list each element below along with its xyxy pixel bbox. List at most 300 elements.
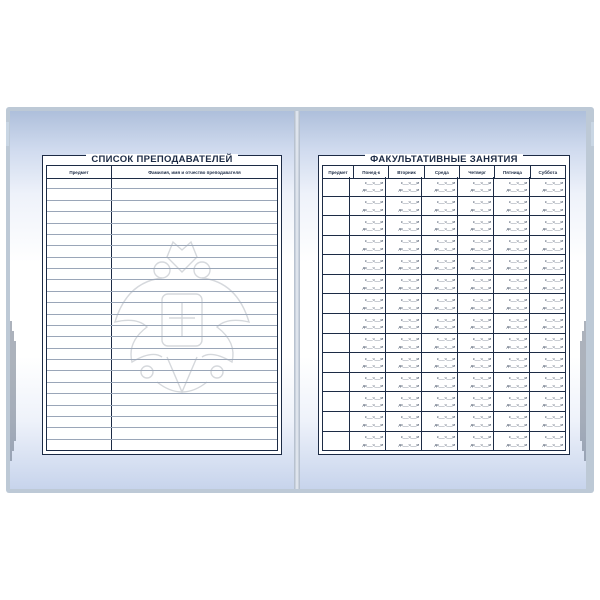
table-row-line <box>47 200 277 201</box>
time-to: до___ч___м <box>398 285 419 290</box>
table-row-line <box>47 336 277 337</box>
time-cell[interactable] <box>422 216 458 235</box>
time-from: с___ч___м <box>472 200 491 205</box>
time-cell[interactable] <box>494 373 530 392</box>
time-from: с___ч___м <box>400 337 419 342</box>
time-from: с___ч___м <box>364 297 383 302</box>
time-to: до___ч___м <box>362 246 383 251</box>
subject-cell[interactable] <box>323 373 350 392</box>
time-to: до___ч___м <box>542 422 563 427</box>
time-to: до___ч___м <box>542 207 563 212</box>
time-cell[interactable] <box>422 334 458 353</box>
time-cell[interactable] <box>386 412 422 431</box>
time-to: до___ч___м <box>434 364 455 369</box>
table-row <box>323 412 565 432</box>
time-to: до___ч___м <box>434 383 455 388</box>
subject-cell[interactable] <box>323 412 350 431</box>
time-cell[interactable] <box>422 314 458 333</box>
time-from: с___ч___м <box>544 258 563 263</box>
time-cell[interactable] <box>386 334 422 353</box>
time-from: с___ч___м <box>544 317 563 322</box>
time-from: с___ч___м <box>436 278 455 283</box>
time-cell[interactable] <box>530 412 565 431</box>
time-to: до___ч___м <box>470 188 491 193</box>
left-page <box>10 111 294 489</box>
time-from: с___ч___м <box>436 376 455 381</box>
time-to: до___ч___м <box>362 207 383 212</box>
time-cell[interactable] <box>422 275 458 294</box>
time-cell[interactable] <box>458 216 494 235</box>
time-cell[interactable] <box>350 412 386 431</box>
time-cell[interactable] <box>458 392 494 411</box>
time-to: до___ч___м <box>434 344 455 349</box>
time-to: до___ч___м <box>362 422 383 427</box>
subject-cell[interactable] <box>323 294 350 313</box>
time-from: с___ч___м <box>400 258 419 263</box>
time-cell[interactable] <box>530 216 565 235</box>
time-cell[interactable] <box>458 294 494 313</box>
time-cell[interactable] <box>530 255 565 274</box>
time-from: с___ч___м <box>472 435 491 440</box>
time-cell[interactable] <box>386 177 422 196</box>
time-cell[interactable] <box>530 373 565 392</box>
time-to: до___ч___м <box>506 285 527 290</box>
time-to: до___ч___м <box>506 403 527 408</box>
time-from: с___ч___м <box>436 258 455 263</box>
electives-title: ФАКУЛЬТАТИВНЫЕ ЗАНЯТИЯ <box>365 154 523 165</box>
time-from: с___ч___м <box>508 200 527 205</box>
time-to: до___ч___м <box>398 422 419 427</box>
time-cell[interactable] <box>530 353 565 372</box>
time-cell[interactable] <box>350 275 386 294</box>
time-cell[interactable] <box>422 373 458 392</box>
time-from: с___ч___м <box>472 337 491 342</box>
time-cell[interactable] <box>350 432 386 451</box>
time-to: до___ч___м <box>362 325 383 330</box>
table-row-line <box>47 348 277 349</box>
time-to: до___ч___м <box>398 442 419 447</box>
time-cell[interactable] <box>458 197 494 216</box>
time-to: до___ч___м <box>434 325 455 330</box>
time-to: до___ч___м <box>506 305 527 310</box>
table-row-line <box>47 427 277 428</box>
time-from: с___ч___м <box>544 395 563 400</box>
time-from: с___ч___м <box>472 415 491 420</box>
time-cell[interactable] <box>386 197 422 216</box>
table-row-line <box>47 234 277 235</box>
time-cell[interactable] <box>494 294 530 313</box>
time-cell[interactable] <box>422 294 458 313</box>
time-from: с___ч___м <box>400 395 419 400</box>
time-cell[interactable] <box>350 373 386 392</box>
time-to: до___ч___м <box>542 305 563 310</box>
time-cell[interactable] <box>350 334 386 353</box>
table-row-line <box>47 279 277 280</box>
time-cell[interactable] <box>386 353 422 372</box>
time-cell[interactable] <box>458 334 494 353</box>
time-to: до___ч___м <box>542 344 563 349</box>
time-to: до___ч___м <box>434 403 455 408</box>
time-to: до___ч___м <box>542 285 563 290</box>
time-to: до___ч___м <box>434 207 455 212</box>
cover-edge-mark <box>6 122 9 146</box>
time-from: с___ч___м <box>364 239 383 244</box>
time-cell[interactable] <box>494 432 530 451</box>
time-to: до___ч___м <box>362 188 383 193</box>
time-cell[interactable] <box>458 275 494 294</box>
time-to: до___ч___м <box>506 207 527 212</box>
time-from: с___ч___м <box>508 278 527 283</box>
time-to: до___ч___м <box>434 305 455 310</box>
time-cell[interactable] <box>422 432 458 451</box>
subject-cell[interactable] <box>323 432 350 451</box>
time-to: до___ч___м <box>398 403 419 408</box>
time-cell[interactable] <box>350 255 386 274</box>
subject-cell[interactable] <box>323 216 350 235</box>
time-to: до___ч___м <box>542 442 563 447</box>
table-row <box>323 216 565 236</box>
table-row-line <box>47 291 277 292</box>
time-to: до___ч___м <box>506 227 527 232</box>
time-to: до___ч___м <box>506 344 527 349</box>
time-cell[interactable] <box>350 353 386 372</box>
time-to: до___ч___м <box>470 344 491 349</box>
time-from: с___ч___м <box>508 435 527 440</box>
table-row-line <box>47 223 277 224</box>
time-to: до___ч___м <box>362 403 383 408</box>
time-cell[interactable] <box>530 294 565 313</box>
time-from: с___ч___м <box>508 317 527 322</box>
time-from: с___ч___м <box>472 297 491 302</box>
time-to: до___ч___м <box>470 325 491 330</box>
time-to: до___ч___м <box>398 227 419 232</box>
time-from: с___ч___м <box>436 337 455 342</box>
time-to: до___ч___м <box>470 227 491 232</box>
time-from: с___ч___м <box>472 356 491 361</box>
time-cell[interactable] <box>458 314 494 333</box>
time-to: до___ч___м <box>542 188 563 193</box>
time-cell[interactable] <box>386 294 422 313</box>
time-cell[interactable] <box>494 197 530 216</box>
time-cell[interactable] <box>350 294 386 313</box>
time-cell[interactable] <box>530 275 565 294</box>
electives-frame <box>318 155 570 455</box>
subject-cell[interactable] <box>323 353 350 372</box>
side-ornament <box>580 321 586 461</box>
time-to: до___ч___м <box>362 383 383 388</box>
time-from: с___ч___м <box>364 258 383 263</box>
table-row <box>323 255 565 275</box>
time-from: с___ч___м <box>508 239 527 244</box>
subject-cell[interactable] <box>323 334 350 353</box>
time-to: до___ч___м <box>362 344 383 349</box>
time-from: с___ч___м <box>364 356 383 361</box>
time-to: до___ч___м <box>506 325 527 330</box>
time-cell[interactable] <box>458 373 494 392</box>
time-to: до___ч___м <box>542 403 563 408</box>
header-tuesday: Вторник <box>389 166 424 178</box>
table-row-line <box>47 405 277 406</box>
table-row-line <box>47 416 277 417</box>
time-from: с___ч___м <box>544 200 563 205</box>
time-to: до___ч___м <box>470 266 491 271</box>
time-from: с___ч___м <box>472 317 491 322</box>
time-to: до___ч___м <box>470 442 491 447</box>
time-cell[interactable] <box>422 412 458 431</box>
time-to: до___ч___м <box>470 403 491 408</box>
table-row-line <box>47 370 277 371</box>
time-cell[interactable] <box>494 275 530 294</box>
time-to: до___ч___м <box>506 442 527 447</box>
time-cell[interactable] <box>458 432 494 451</box>
table-row-line <box>47 188 277 189</box>
time-to: до___ч___м <box>434 266 455 271</box>
time-cell[interactable] <box>494 255 530 274</box>
table-row-line <box>47 245 277 246</box>
time-to: до___ч___м <box>506 188 527 193</box>
time-to: до___ч___м <box>542 227 563 232</box>
time-cell[interactable] <box>494 412 530 431</box>
time-cell[interactable] <box>494 334 530 353</box>
coat-of-arms-watermark-icon <box>107 232 257 412</box>
time-cell[interactable] <box>458 255 494 274</box>
time-cell[interactable] <box>350 177 386 196</box>
time-from: с___ч___м <box>400 376 419 381</box>
time-from: с___ч___м <box>364 219 383 224</box>
time-to: до___ч___м <box>434 285 455 290</box>
table-row <box>323 373 565 393</box>
table-row <box>323 334 565 354</box>
time-to: до___ч___м <box>506 383 527 388</box>
table-row <box>323 294 565 314</box>
teachers-table-body <box>46 177 278 451</box>
time-cell[interactable] <box>494 177 530 196</box>
time-to: до___ч___м <box>542 383 563 388</box>
table-row-line <box>47 314 277 315</box>
time-to: до___ч___м <box>434 227 455 232</box>
table-row <box>323 314 565 334</box>
time-from: с___ч___м <box>400 278 419 283</box>
time-from: с___ч___м <box>400 219 419 224</box>
time-from: с___ч___м <box>544 376 563 381</box>
time-cell[interactable] <box>386 216 422 235</box>
header-teacher-name: Фамилия, имя и отчество преподавателя <box>148 169 241 175</box>
time-cell[interactable] <box>386 314 422 333</box>
time-cell[interactable] <box>350 216 386 235</box>
time-cell[interactable] <box>422 177 458 196</box>
time-cell[interactable] <box>458 177 494 196</box>
time-from: с___ч___м <box>364 435 383 440</box>
time-from: с___ч___м <box>544 219 563 224</box>
time-from: с___ч___м <box>436 219 455 224</box>
time-cell[interactable] <box>458 236 494 255</box>
time-to: до___ч___м <box>470 207 491 212</box>
time-cell[interactable] <box>350 197 386 216</box>
time-to: до___ч___м <box>398 305 419 310</box>
time-from: с___ч___м <box>436 297 455 302</box>
time-to: до___ч___м <box>362 442 383 447</box>
time-cell[interactable] <box>422 255 458 274</box>
time-to: до___ч___м <box>470 383 491 388</box>
time-to: до___ч___м <box>398 266 419 271</box>
time-cell[interactable] <box>530 432 565 451</box>
table-row <box>323 353 565 373</box>
time-cell[interactable] <box>494 216 530 235</box>
time-from: с___ч___м <box>544 337 563 342</box>
table-row <box>323 392 565 412</box>
time-to: до___ч___м <box>506 422 527 427</box>
subject-cell[interactable] <box>323 255 350 274</box>
time-from: с___ч___м <box>544 278 563 283</box>
time-from: с___ч___м <box>472 278 491 283</box>
table-row-line <box>47 211 277 212</box>
subject-cell[interactable] <box>323 275 350 294</box>
time-from: с___ч___м <box>400 200 419 205</box>
time-to: до___ч___м <box>470 305 491 310</box>
header-thursday: Четверг <box>460 166 495 178</box>
time-from: с___ч___м <box>400 297 419 302</box>
time-from: с___ч___м <box>436 356 455 361</box>
time-to: до___ч___м <box>398 364 419 369</box>
time-cell[interactable] <box>494 314 530 333</box>
time-cell[interactable] <box>350 392 386 411</box>
time-to: до___ч___м <box>470 285 491 290</box>
time-cell[interactable] <box>458 412 494 431</box>
time-to: до___ч___м <box>542 364 563 369</box>
time-from: с___ч___м <box>364 317 383 322</box>
time-from: с___ч___м <box>472 180 491 185</box>
time-from: с___ч___м <box>544 239 563 244</box>
time-cell[interactable] <box>530 314 565 333</box>
time-cell[interactable] <box>386 392 422 411</box>
time-cell[interactable] <box>350 314 386 333</box>
time-from: с___ч___м <box>400 435 419 440</box>
time-from: с___ч___м <box>508 415 527 420</box>
time-to: до___ч___м <box>506 246 527 251</box>
time-cell[interactable] <box>530 236 565 255</box>
time-from: с___ч___м <box>472 395 491 400</box>
table-row-line <box>47 268 277 269</box>
time-to: до___ч___м <box>434 442 455 447</box>
subject-cell[interactable] <box>323 236 350 255</box>
time-cell[interactable] <box>386 432 422 451</box>
table-row-line <box>47 359 277 360</box>
time-to: до___ч___м <box>398 188 419 193</box>
time-cell[interactable] <box>350 236 386 255</box>
table-row-line <box>47 302 277 303</box>
time-from: с___ч___м <box>364 395 383 400</box>
time-cell[interactable] <box>494 392 530 411</box>
time-from: с___ч___м <box>436 317 455 322</box>
time-to: до___ч___м <box>542 325 563 330</box>
time-from: с___ч___м <box>472 258 491 263</box>
time-to: до___ч___м <box>398 325 419 330</box>
time-from: с___ч___м <box>544 415 563 420</box>
time-from: с___ч___м <box>472 219 491 224</box>
table-row <box>323 275 565 295</box>
time-from: с___ч___м <box>364 180 383 185</box>
time-to: до___ч___м <box>398 246 419 251</box>
cover-edge-mark <box>591 122 594 146</box>
time-to: до___ч___м <box>434 422 455 427</box>
time-cell[interactable] <box>386 236 422 255</box>
time-to: до___ч___м <box>398 383 419 388</box>
time-from: с___ч___м <box>436 180 455 185</box>
time-cell[interactable] <box>422 197 458 216</box>
teachers-list-frame <box>42 155 282 455</box>
time-cell[interactable] <box>386 275 422 294</box>
time-cell[interactable] <box>530 392 565 411</box>
table-row-line <box>47 393 277 394</box>
teachers-list-title: СПИСОК ПРЕПОДАВАТЕЛЕЙ <box>86 154 237 165</box>
table-row-line <box>47 325 277 326</box>
time-from: с___ч___м <box>508 395 527 400</box>
header-friday: Пятница <box>495 166 530 178</box>
time-to: до___ч___м <box>398 207 419 212</box>
time-from: с___ч___м <box>544 180 563 185</box>
time-from: с___ч___м <box>400 317 419 322</box>
time-cell[interactable] <box>494 236 530 255</box>
header-subject: Предмет <box>323 166 354 178</box>
time-cell[interactable] <box>422 353 458 372</box>
time-cell[interactable] <box>422 236 458 255</box>
time-from: с___ч___м <box>508 180 527 185</box>
time-from: с___ч___м <box>436 395 455 400</box>
right-page <box>300 111 586 489</box>
time-from: с___ч___м <box>508 376 527 381</box>
time-from: с___ч___м <box>436 200 455 205</box>
time-from: с___ч___м <box>436 435 455 440</box>
subject-cell[interactable] <box>323 392 350 411</box>
header-subject: Предмет <box>47 166 112 178</box>
time-from: с___ч___м <box>436 239 455 244</box>
time-cell[interactable] <box>530 334 565 353</box>
time-to: до___ч___м <box>362 285 383 290</box>
time-to: до___ч___м <box>398 344 419 349</box>
time-cell[interactable] <box>494 353 530 372</box>
time-cell[interactable] <box>530 177 565 196</box>
time-cell[interactable] <box>458 353 494 372</box>
table-row-line <box>47 382 277 383</box>
time-to: до___ч___м <box>434 246 455 251</box>
time-from: с___ч___м <box>364 415 383 420</box>
time-cell[interactable] <box>386 373 422 392</box>
header-monday: Понед-к <box>354 166 389 178</box>
electives-table-body <box>322 177 566 451</box>
time-from: с___ч___м <box>508 297 527 302</box>
subject-cell[interactable] <box>323 197 350 216</box>
time-to: до___ч___м <box>362 305 383 310</box>
table-row <box>323 432 565 451</box>
time-cell[interactable] <box>386 255 422 274</box>
time-to: до___ч___м <box>470 422 491 427</box>
time-from: с___ч___м <box>472 376 491 381</box>
time-from: с___ч___м <box>508 219 527 224</box>
subject-cell[interactable] <box>323 177 350 196</box>
header-saturday: Суббота <box>538 169 558 175</box>
time-to: до___ч___м <box>542 246 563 251</box>
time-to: до___ч___м <box>542 266 563 271</box>
time-cell[interactable] <box>530 197 565 216</box>
table-row-line <box>47 257 277 258</box>
time-from: с___ч___м <box>364 278 383 283</box>
table-row <box>323 236 565 256</box>
time-to: до___ч___м <box>362 227 383 232</box>
time-from: с___ч___м <box>364 376 383 381</box>
time-cell[interactable] <box>422 392 458 411</box>
subject-cell[interactable] <box>323 314 350 333</box>
time-from: с___ч___м <box>364 200 383 205</box>
